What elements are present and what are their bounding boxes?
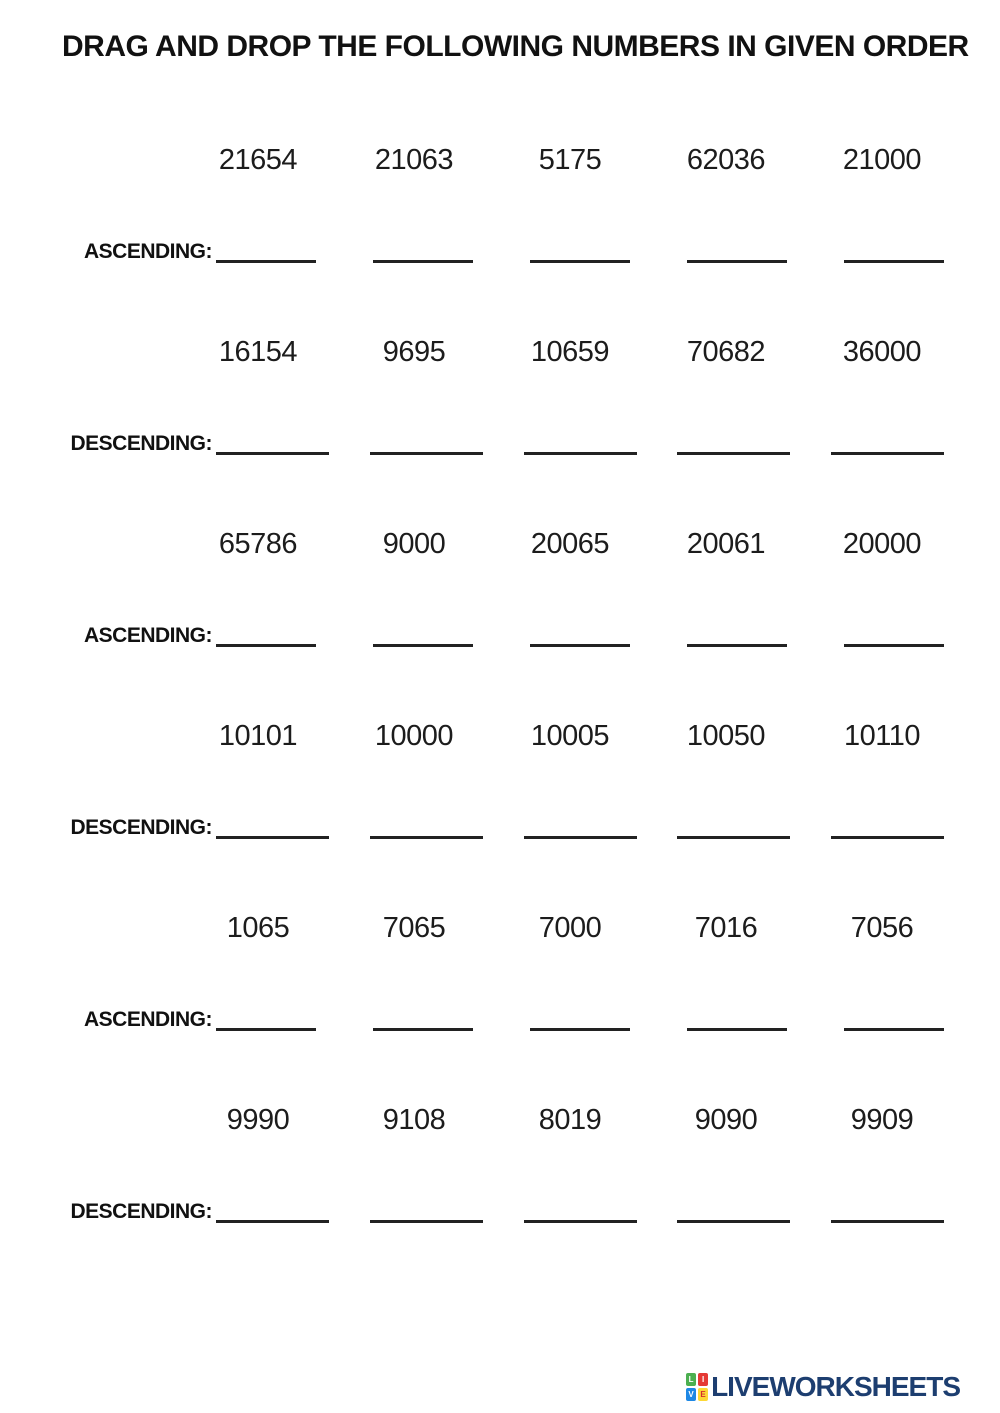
draggable-number[interactable]: 7065 [382, 911, 446, 944]
exercise-group-1 [0, 143, 1000, 263]
answer-row [0, 805, 1000, 839]
answer-blank[interactable] [677, 829, 790, 839]
answer-row [0, 613, 1000, 647]
answer-blank[interactable] [373, 253, 473, 263]
answer-blank[interactable] [216, 637, 316, 647]
answer-blank[interactable] [530, 253, 630, 263]
label-cell [60, 816, 329, 839]
draggable-number[interactable]: 10000 [374, 719, 454, 752]
order-label: DESCENDING: [70, 431, 212, 455]
order-label: ASCENDING: [83, 239, 212, 263]
answer-row [0, 997, 1000, 1031]
draggable-number[interactable]: 1065 [226, 911, 290, 944]
answer-blank[interactable] [831, 829, 944, 839]
draggable-number[interactable]: 62036 [686, 143, 766, 176]
exercise-group-3 [0, 527, 1000, 647]
answer-blank[interactable] [216, 1021, 316, 1031]
draggable-number[interactable]: 21063 [374, 143, 454, 176]
draggable-number[interactable]: 8019 [538, 1103, 602, 1136]
draggable-number[interactable]: 9909 [850, 1103, 914, 1136]
exercise-group-4 [0, 719, 1000, 839]
draggable-number[interactable]: 10101 [218, 719, 298, 752]
draggable-number[interactable]: 21654 [218, 143, 298, 176]
answer-blank[interactable] [687, 253, 787, 263]
answer-blank[interactable] [530, 637, 630, 647]
numbers-row [0, 1103, 1000, 1137]
order-label: ASCENDING: [83, 623, 212, 647]
order-label: DESCENDING: [70, 1199, 212, 1223]
draggable-number[interactable]: 9990 [226, 1103, 290, 1136]
answer-blank[interactable] [687, 1021, 787, 1031]
answer-blank[interactable] [831, 445, 944, 455]
logo-tile-e: E [698, 1388, 708, 1401]
logo-tile-i: I [698, 1373, 708, 1386]
draggable-number[interactable]: 7056 [850, 911, 914, 944]
answer-blank[interactable] [216, 1213, 329, 1223]
answer-blank[interactable] [677, 445, 790, 455]
numbers-row [0, 911, 1000, 945]
answer-blank[interactable] [373, 637, 473, 647]
answer-blank[interactable] [524, 829, 637, 839]
liveworksheets-footer [686, 1371, 960, 1403]
numbers-row [0, 719, 1000, 753]
logo-tile-v: V [686, 1388, 696, 1401]
label-cell [60, 432, 329, 455]
answer-blank[interactable] [831, 1213, 944, 1223]
order-label: ASCENDING: [83, 1007, 212, 1031]
draggable-number[interactable]: 21000 [842, 143, 922, 176]
answer-row [0, 421, 1000, 455]
logo-tile-l: L [686, 1373, 696, 1386]
worksheet-content [0, 143, 1000, 1295]
answer-blank[interactable] [530, 1021, 630, 1031]
answer-blank[interactable] [524, 445, 637, 455]
draggable-number[interactable]: 7000 [538, 911, 602, 944]
answer-blank[interactable] [844, 1021, 944, 1031]
draggable-number[interactable]: 20061 [686, 527, 766, 560]
draggable-number[interactable]: 16154 [218, 335, 298, 368]
answer-blank[interactable] [844, 637, 944, 647]
numbers-row [0, 527, 1000, 561]
draggable-number[interactable]: 10659 [530, 335, 610, 368]
draggable-number[interactable]: 10050 [686, 719, 766, 752]
answer-blank[interactable] [373, 1021, 473, 1031]
exercise-group-2 [0, 335, 1000, 455]
draggable-number[interactable]: 9090 [694, 1103, 758, 1136]
answer-blank[interactable] [687, 637, 787, 647]
answer-blank[interactable] [524, 1213, 637, 1223]
answer-blank[interactable] [844, 253, 944, 263]
draggable-number[interactable]: 5175 [538, 143, 602, 176]
numbers-row [0, 335, 1000, 369]
draggable-number[interactable]: 70682 [686, 335, 766, 368]
answer-row [0, 1189, 1000, 1223]
draggable-number[interactable]: 9108 [382, 1103, 446, 1136]
answer-blank[interactable] [370, 1213, 483, 1223]
answer-blank[interactable] [677, 1213, 790, 1223]
draggable-number[interactable]: 9695 [382, 335, 446, 368]
exercise-group-6 [0, 1103, 1000, 1223]
liveworksheets-logo-icon [686, 1373, 708, 1401]
label-cell [60, 1008, 316, 1031]
draggable-number[interactable]: 9000 [382, 527, 446, 560]
exercise-group-5 [0, 911, 1000, 1031]
numbers-row [0, 143, 1000, 177]
answer-blank[interactable] [216, 829, 329, 839]
draggable-number[interactable]: 7016 [694, 911, 758, 944]
answer-blank[interactable] [370, 445, 483, 455]
answer-blank[interactable] [216, 445, 329, 455]
draggable-number[interactable]: 20065 [530, 527, 610, 560]
answer-blank[interactable] [216, 253, 316, 263]
draggable-number[interactable]: 10110 [844, 719, 920, 752]
order-label: DESCENDING: [70, 815, 212, 839]
label-cell [60, 624, 316, 647]
label-cell [60, 1200, 329, 1223]
page-title: DRAG AND DROP THE FOLLOWING NUMBERS IN GIVEN ORDER [62, 30, 969, 63]
draggable-number[interactable]: 65786 [218, 527, 298, 560]
draggable-number[interactable]: 10005 [530, 719, 610, 752]
answer-row [0, 229, 1000, 263]
label-cell [60, 240, 316, 263]
brand-wordmark: LIVEWORKSHEETS [711, 1371, 960, 1402]
draggable-number[interactable]: 20000 [842, 527, 922, 560]
answer-blank[interactable] [370, 829, 483, 839]
draggable-number[interactable]: 36000 [842, 335, 922, 368]
